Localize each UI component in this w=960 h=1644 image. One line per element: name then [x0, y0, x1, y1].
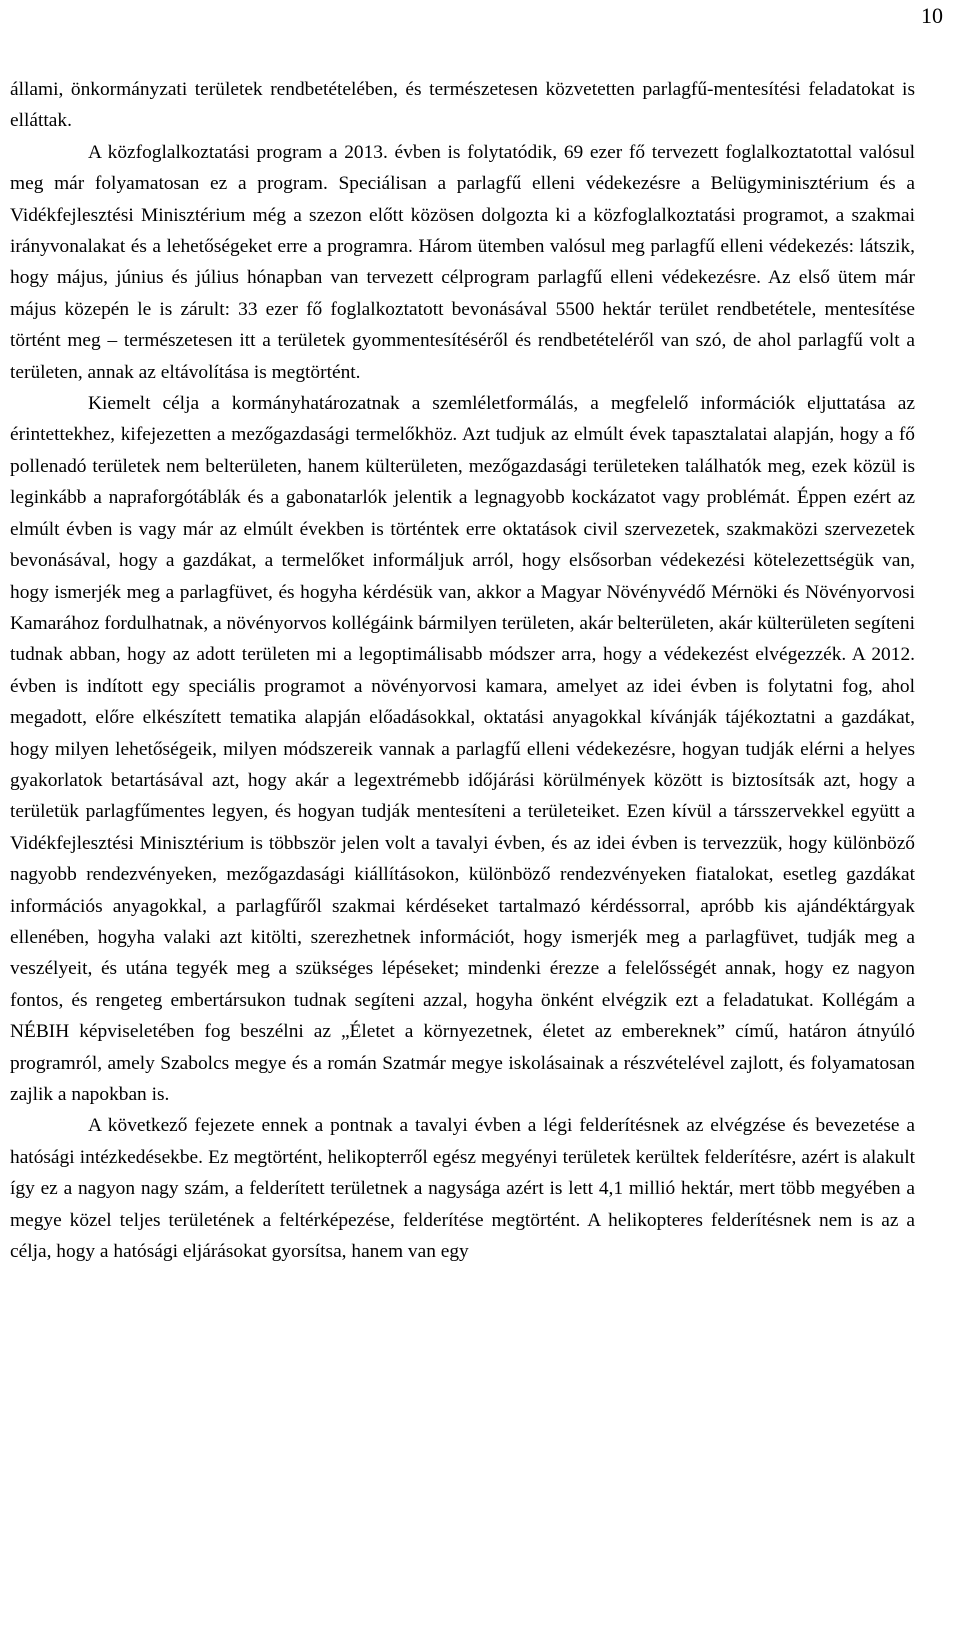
paragraph: A közfoglalkoztatási program a 2013. évben is folytatódik, 69 ezer fő tervezett foglalkoztatottal valósul meg már folyamatosan ez a program. Speciálisan a parlagfű elleni védekezésre a Belügyminisztérium és a Vidékfejlesztési Minisztérium még a szezon előtt közösen dolgozta ki a közfoglalkoztatási programot, a szakmai irányvonalakat és a lehetőségeket erre a programra. Három ütemben valósul meg parlagfű elleni védekezés: látszik, hogy május, június és július hónapban van tervezett célprogram parlagfű elleni védekezésre. Az első ütem már május közepén le is zárult: 33 ezer fő foglalkoztatott bevonásával 5500 hektár terület rendbetétele, mentesítése történt meg – természetesen itt a területek gyommentesítéséről és rendbetételéről van szó, de ahol parlagfű volt a területen, annak az eltávolítása is megtörtént.	[10, 141, 915, 383]
paragraph: Kiemelt célja a kormányhatározatnak a szemléletformálás, a megfelelő információk eljuttatása az érintettekhez, kifejezetten a mezőgazdasági termelőkhöz. Azt tudjuk az elmúlt évek tapasztalatai alapján, hogy a fő pollenadó területek nem belterületen, hanem külterületen, mezőgazdasági területeken találhatók meg, ezek közül is leginkább a napraforgótáblák és a gabonatarlók jelentik a legnagyobb kockázatot vagy problémát. Éppen ezért az elmúlt évben is vagy már az elmúlt években is történtek erre oktatások civil szervezetek, szakmaközi szervezetek bevonásával, hogy a gazdákat, a termelőket informáljuk arról, hogy elsősorban védekezési kötelezettségük van, hogy ismerjék meg a parlagfüvet, és hogyha kérdésük van, akkor a Magyar Növényvédő Mérnöki és Növényorvosi Kamarához fordulhatnak, a növényorvos kollégáink bármilyen területen, akár belterületen, akár külterületen segíteni tudnak abban, hogy az adott területen mi a legoptimálisabb módszer arra, hogy a védekezést elvégezzék. A 2012. évben is indított egy speciális programot a növényorvosi kamara, amelyet az idei évben is folytatni fog, ahol megadott, előre elkészített tematika alapján előadásokkal, oktatási anyagokkal kívánják tájékoztatni a gazdákat, hogy milyen lehetőségeik, milyen módszereik vannak a parlagfű elleni védekezésre, hogyan tudják elérni a helyes gyakorlatok betartásával azt, hogy akár a legextrémebb időjárási körülmények között is biztosítsák azt, hogy a területük parlagfűmentes legyen, és hogyan tudják mentesíteni a területeiket. Ezen kívül a társszervekkel együtt a Vidékfejlesztési Minisztérium is többször jelen volt a tavalyi évben, és az idei évben is tervezzük, hogy különböző nagyobb rendezvényeken, mezőgazdasági kiállításokon, különböző rendezvényeken fiatalokat, esetleg gazdákat információs anyagokkal, a parlagfűről szakmai kérdéseket tartalmazó kérdéssorral, apróbb kis ajándéktárgyak ellenében, hogyha valaki azt kitölti, szerezhetnek információt, hogy ismerjék meg a parlagfüvet, tudják meg a veszélyeit, és utána tegyék meg a szükséges lépéseket; mindenki érezze a felelősségét annak, hogy ez nagyon fontos, és rengeteg embertársukon tudnak segíteni azzal, hogyha önként elvégzik ezt a feladatukat. Kollégám a NÉBIH képviseletében fog beszélni az „Életet a környezetnek, életet az embereknek” című, határon átnyúló programról, amely Szabolcs megye és a román Szatmár megye iskolásainak a részvételével zajlott, és folyamatosan zajlik a napokban is.	[10, 393, 915, 1105]
paragraph: állami, önkormányzati területek rendbetételében, és természetesen közvetetten parlagfű-mentesítési feladatokat is elláttak.	[10, 79, 915, 132]
document-body	[10, 74, 915, 1267]
paragraph: A következő fejezete ennek a pontnak a tavalyi évben a légi felderítésnek az elvégzése és bevezetése a hatósági intézkedésekbe. Ez megtörtént, helikopterről egész megyényi területek kerültek felderítésre, azért is alakult így ez a nagyon nagy szám, a felderített területnek a nagysága azért is lett 4,1 millió hektár, mert több megyében a megye közel teljes területének a feltérképezése, felderítése megtörtént. A helikopteres felderítésnek nem is az a célja, hogy a hatósági eljárásokat gyorsítsa, hanem van egy	[10, 1115, 915, 1263]
page-number: 10	[921, 3, 943, 28]
